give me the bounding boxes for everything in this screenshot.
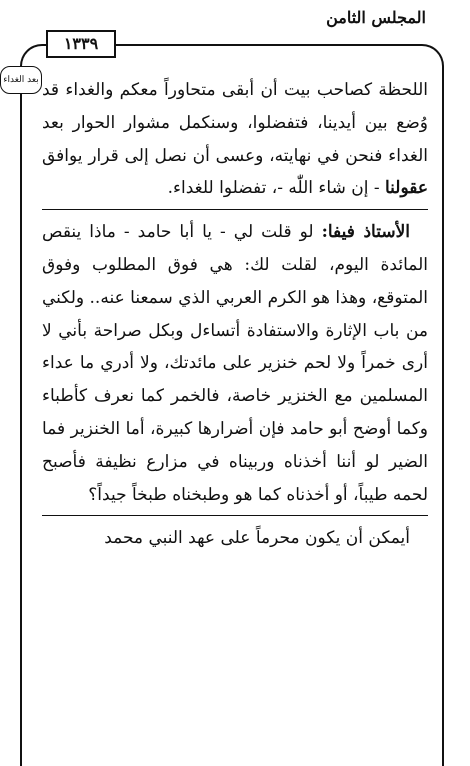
paragraph-1-text-b: - إن شاء اللّٰه -، تفضلوا للغداء. <box>167 178 385 199</box>
section-divider-2 <box>42 515 428 516</box>
page-header-title: المجلس الثامن <box>320 8 432 27</box>
paragraph-3: أيمكن أن يكون محرماً على عهد النبي محمد <box>104 528 410 549</box>
paragraph-2 <box>42 216 428 511</box>
bold-word: عقولنا <box>384 178 428 199</box>
page-number: ١٣٣٩ <box>46 30 116 58</box>
speaker-name: الأستاذ فيفا: <box>321 222 410 243</box>
body-text <box>42 74 428 555</box>
paragraph-1-text-a: اللحظة كصاحب بيت أن أبقى متحاوراً معكم والغداء قد وُضع بين أيدينا، فتفضلوا، وسنكمل مشوار الحوار بعد الغداء فنحن في نهايته، وعسى أن نصل إلى قرار يوافق <box>42 80 428 166</box>
margin-note: بعد الغداء <box>0 66 42 94</box>
paragraph-2-text: لو قلت لي - يا أبا حامد - ماذا ينقص المائدة اليوم، لقلت لك: هي فوق المطلوب وفوق المتوقع، وهذا هو الكرم العربي الذي سمعنا عنه.. ولكني من باب الإثارة والاستفادة أتساءل وبكل صراحة بأني لا أرى خمراً ولا لحم خنزير على مائدتك، ولا أدري ما عداء المسلمين مع الخنزير خاصة، فالخمر كما نعرف كأطباء وكما أوضح أبو حامد فإن أضرارها كبيرة، أما الخنزير فما الضير لو أننا أخذناه وربيناه في مزارع نظيفة فأصبح لحمه طيباً، أو أخذناه كما هو وطبخناه طبخاً جيداً؟ <box>42 222 428 505</box>
paragraph-1 <box>42 74 428 205</box>
section-divider <box>42 209 428 210</box>
